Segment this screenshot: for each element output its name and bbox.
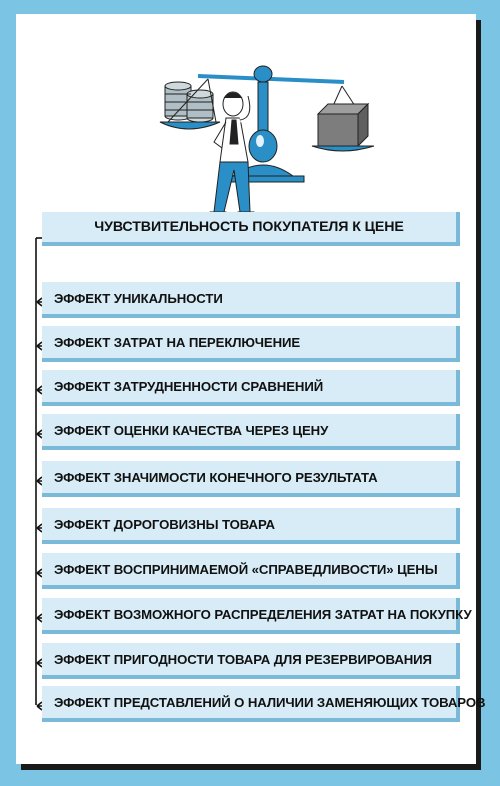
effect-item: ЭФФЕКТ ЗАТРУДНЕННОСТИ СРАВНЕНИЙ xyxy=(42,370,460,406)
effect-item: ЭФФЕКТ ЗНАЧИМОСТИ КОНЕЧНОГО РЕЗУЛЬТАТА xyxy=(42,461,460,497)
effect-item: ЭФФЕКТ ВОСПРИНИМАЕМОЙ «СПРАВЕДЛИВОСТИ» ЦЕНЫ xyxy=(42,553,460,589)
diagram-title: ЧУВСТВИТЕЛЬНОСТЬ ПОКУПАТЕЛЯ К ЦЕНЕ xyxy=(42,212,460,246)
effect-item: ЭФФЕКТ ОЦЕНКИ КАЧЕСТВА ЧЕРЕЗ ЦЕНУ xyxy=(42,414,460,450)
effect-item: ЭФФЕКТ ПРИГОДНОСТИ ТОВАРА ДЛЯ РЕЗЕРВИРОВАНИЯ xyxy=(42,643,460,679)
effect-item: ЭФФЕКТ ВОЗМОЖНОГО РАСПРЕДЕЛЕНИЯ ЗАТРАТ НА ПОКУПКУ xyxy=(42,598,460,634)
effect-item: ЭФФЕКТ ДОРОГОВИЗНЫ ТОВАРА xyxy=(42,508,460,544)
effect-item: ЭФФЕКТ ПРЕДСТАВЛЕНИЙ О НАЛИЧИИ ЗАМЕНЯЮЩИХ ТОВАРОВ xyxy=(42,686,460,722)
effect-item: ЭФФЕКТ ЗАТРАТ НА ПЕРЕКЛЮЧЕНИЕ xyxy=(42,326,460,362)
effect-item: ЭФФЕКТ УНИКАЛЬНОСТИ xyxy=(42,282,460,318)
